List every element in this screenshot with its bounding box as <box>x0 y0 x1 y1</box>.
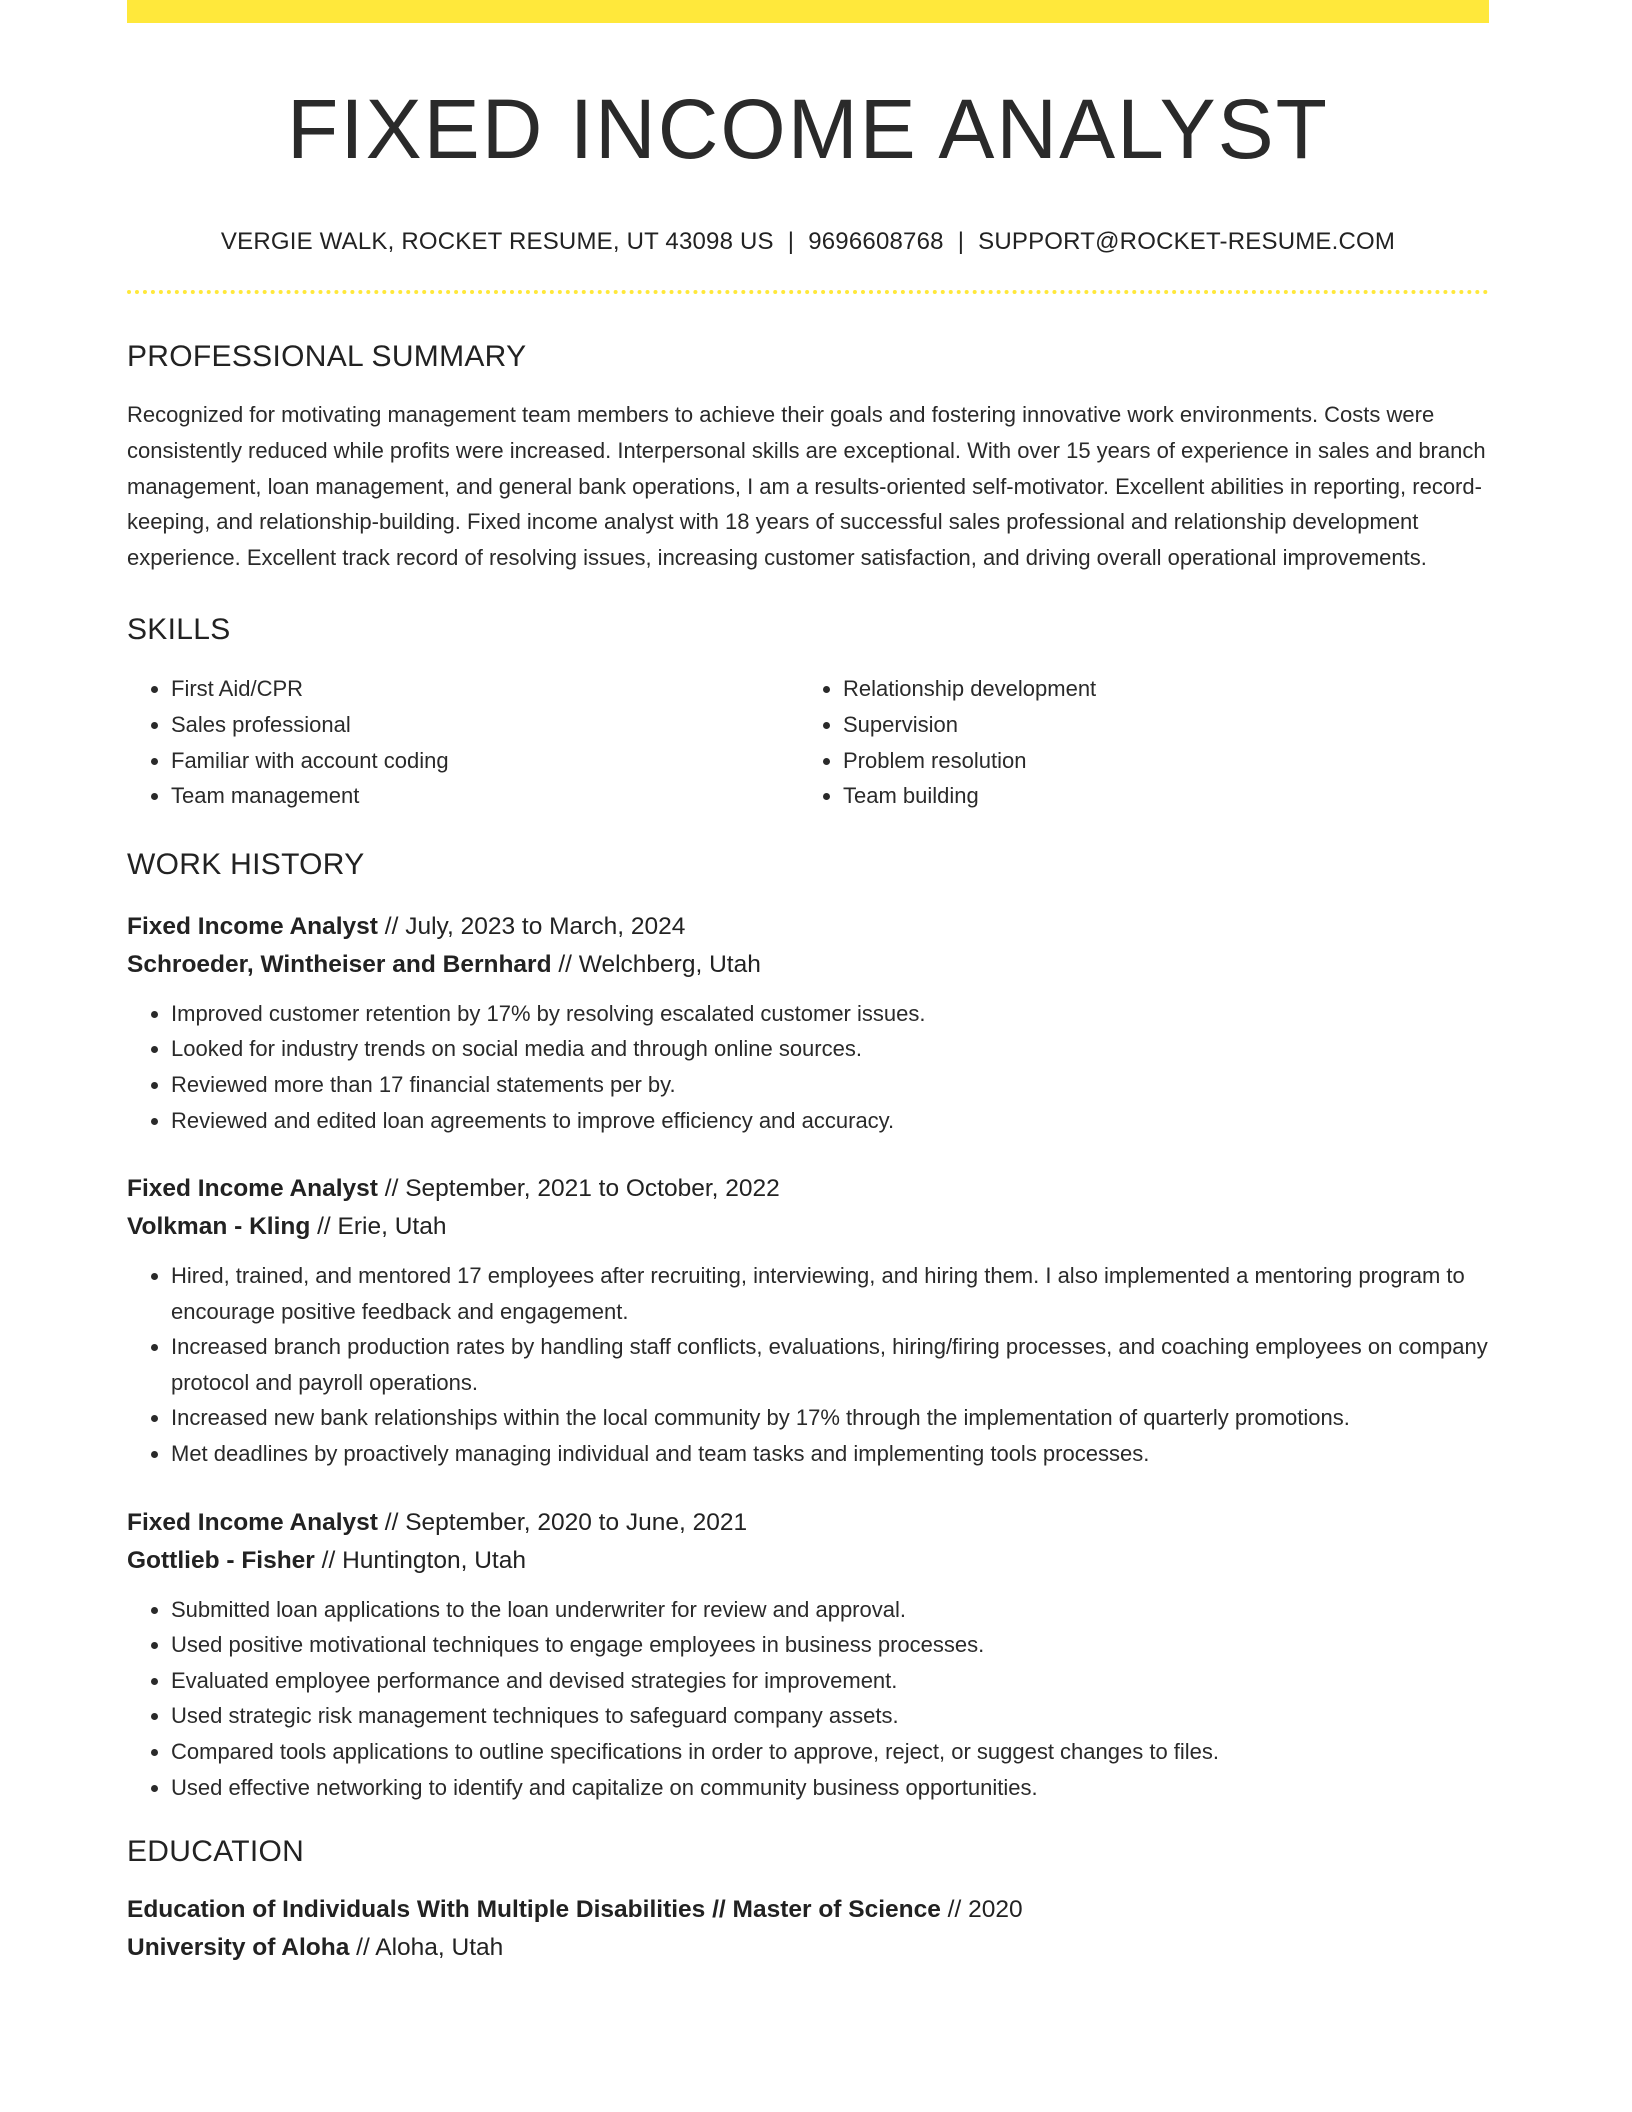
job-bullet: • Met deadlines by proactively managing individual and team tasks and implementing tools processes. <box>171 1436 1489 1472</box>
job-bullet: • Evaluated employee performance and devised strategies for improvement. <box>171 1663 1489 1699</box>
contact-email: SUPPORT@ROCKET-RESUME.COM <box>978 228 1396 256</box>
skill-item: • Team management <box>171 778 799 814</box>
contact-address: VERGIE WALK, ROCKET RESUME, UT 43098 US <box>220 228 774 256</box>
job-bullet: • Reviewed more than 17 financial statements per by. <box>171 1067 1489 1103</box>
job-location: Erie, Utah <box>337 1213 447 1241</box>
job-bullet: • Hired, trained, and mentored 17 employees after recruiting, interviewing, and hiring them. I also implemented a mentoring program to encourage positive feedback and engagement. <box>171 1258 1489 1329</box>
job-title-line <box>127 1170 1489 1208</box>
job-bullet: • Compared tools applications to outline specifications in order to approve, reject, or suggest changes to files. <box>171 1734 1489 1770</box>
job-bullets <box>127 1592 1489 1806</box>
dotted-divider <box>127 290 1489 294</box>
job-dates: September, 2020 to June, 2021 <box>405 1508 748 1536</box>
education-entry <box>127 1891 1489 1967</box>
job-separator: // <box>377 912 406 940</box>
education-field: Education of Individuals With Multiple Disabilities <box>127 1896 706 1924</box>
skills-column-left <box>127 671 799 813</box>
skills-list <box>127 671 1489 813</box>
job-company: Volkman - Kling <box>127 1213 311 1241</box>
contact-line <box>127 228 1489 256</box>
education-school-line <box>127 1929 1489 1967</box>
job-entry <box>127 1504 1489 1806</box>
work-history-heading: WORK HISTORY <box>127 847 365 881</box>
job-title: Fixed Income Analyst <box>127 1175 378 1203</box>
education-location: Aloha, Utah <box>375 1934 504 1962</box>
job-company-line <box>127 1208 1489 1246</box>
job-dates: July, 2023 to March, 2024 <box>405 912 686 940</box>
job-entry <box>127 1170 1489 1472</box>
education-school: University of Aloha <box>127 1934 350 1962</box>
skill-item: • Sales professional <box>171 707 799 743</box>
job-bullet: • Reviewed and edited loan agreements to improve efficiency and accuracy. <box>171 1103 1489 1139</box>
education-separator: // <box>705 1896 733 1924</box>
skills-column-right <box>799 671 1489 813</box>
job-bullet: • Looked for industry trends on social media and through online sources. <box>171 1031 1489 1067</box>
job-company-line <box>127 946 1489 984</box>
skills-heading: SKILLS <box>127 613 231 647</box>
resume-title: FIXED INCOME ANALYST <box>287 82 1329 176</box>
job-entry <box>127 908 1489 1138</box>
job-location: Huntington, Utah <box>342 1546 526 1574</box>
job-title: Fixed Income Analyst <box>127 1508 378 1536</box>
education-degree: Master of Science <box>732 1896 941 1924</box>
education-separator: // <box>940 1896 969 1924</box>
contact-separator: | <box>957 228 965 256</box>
job-company-line <box>127 1542 1489 1580</box>
job-bullet: • Increased new bank relationships within the local community by 17% through the implementation of quarterly promotions. <box>171 1400 1489 1436</box>
resume-page <box>127 0 1489 1967</box>
job-dates: September, 2021 to October, 2022 <box>405 1175 780 1203</box>
job-title-line <box>127 908 1489 946</box>
job-bullet: • Used positive motivational techniques to engage employees in business processes. <box>171 1627 1489 1663</box>
job-company: Schroeder, Wintheiser and Bernhard <box>127 950 552 978</box>
job-bullet: • Used strategic risk management techniques to safeguard company assets. <box>171 1698 1489 1734</box>
skill-item: • Relationship development <box>843 671 1489 707</box>
accent-top-bar <box>127 0 1489 23</box>
job-bullet: • Submitted loan applications to the loan underwriter for review and approval. <box>171 1592 1489 1628</box>
job-location: Welchberg, Utah <box>578 950 761 978</box>
education-separator: // <box>349 1934 376 1962</box>
job-bullet: • Increased branch production rates by handling staff conflicts, evaluations, hiring/firing processes, and coaching employees on company protocol and payroll operations. <box>171 1329 1489 1400</box>
job-company: Gottlieb - Fisher <box>127 1546 315 1574</box>
skill-item: • Problem resolution <box>843 743 1489 779</box>
summary-heading: PROFESSIONAL SUMMARY <box>127 340 527 374</box>
skill-item: • Supervision <box>843 707 1489 743</box>
contact-separator: | <box>787 228 795 256</box>
skill-item: • Team building <box>843 778 1489 814</box>
education-degree-line <box>127 1891 1489 1929</box>
education-year: 2020 <box>968 1896 1023 1924</box>
job-bullet: • Used effective networking to identify and capitalize on community business opportunities. <box>171 1770 1489 1806</box>
job-separator: // <box>551 950 579 978</box>
job-bullet: • Improved customer retention by 17% by resolving escalated customer issues. <box>171 996 1489 1032</box>
job-separator: // <box>377 1175 406 1203</box>
job-title-line <box>127 1504 1489 1542</box>
skill-item: • First Aid/CPR <box>171 671 799 707</box>
education-heading: EDUCATION <box>127 1835 305 1869</box>
contact-phone: 9696608768 <box>808 228 944 256</box>
job-title: Fixed Income Analyst <box>127 912 378 940</box>
skill-item: • Familiar with account coding <box>171 743 799 779</box>
job-separator: // <box>377 1508 406 1536</box>
summary-text: Recognized for motivating management team members to achieve their goals and fostering innovative work environments. Costs were consistently reduced while profits were increased. Interpersonal skills are exceptional. With over 15 years of experience in sales and branch management, loan management, and general bank operations, I am a results-oriented self-motivator. Excellent abilities in reporting, record-keeping, and relationship-building. Fixed income analyst with 18 years of successful sales professional and relationship development experience. Excellent track record of resolving issues, increasing customer satisfaction, and driving overall operational improvements. <box>127 402 1486 570</box>
job-separator: // <box>314 1546 343 1574</box>
job-separator: // <box>310 1213 338 1241</box>
job-bullets <box>127 1258 1489 1472</box>
job-bullets <box>127 996 1489 1138</box>
